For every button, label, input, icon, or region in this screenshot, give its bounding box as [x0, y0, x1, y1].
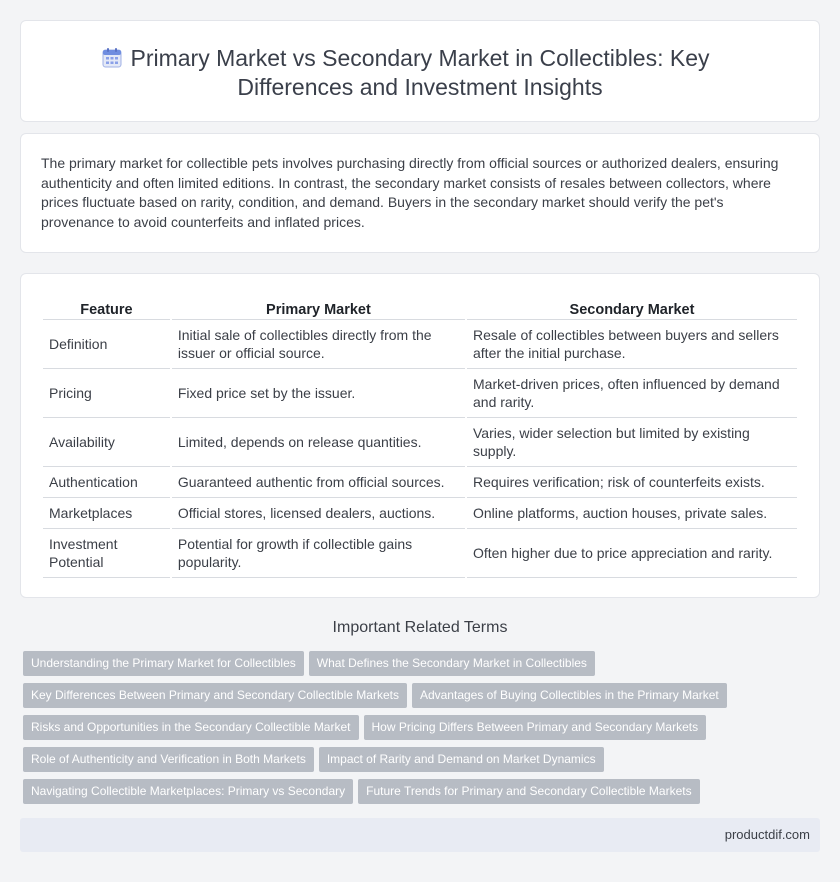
table-row	[43, 418, 797, 467]
header-feature: Feature	[43, 296, 170, 320]
table-cell: Often higher due to price appreciation and rarity.	[467, 529, 797, 578]
related-term-tag[interactable]: What Defines the Secondary Market in Collectibles	[309, 651, 595, 676]
header-primary-market: Primary Market	[172, 296, 465, 320]
comparison-card	[20, 273, 820, 598]
table-row	[43, 369, 797, 418]
related-terms-heading: Important Related Terms	[332, 619, 508, 636]
related-term-tag[interactable]: Impact of Rarity and Demand on Market Dynamics	[319, 747, 604, 772]
header-card	[20, 20, 820, 122]
table-row	[43, 498, 797, 529]
table-cell: Authentication	[43, 467, 170, 498]
table-row	[43, 320, 797, 369]
table-header-row	[43, 296, 797, 320]
related-term-tag[interactable]: Future Trends for Primary and Secondary Collectible Markets	[358, 779, 699, 804]
intro-paragraph: The primary market for collectible pets involves purchasing directly from official sources or authorized dealers, ensuring authenticity and often limited editions. In contrast, the secondary market consists of resales between collectors, where prices fluctuate based on rarity, condition, and demand. Buyers in the secondary market should verify the pet's provenance to avoid counterfeits and inflated prices.	[41, 155, 779, 230]
table-row	[43, 467, 797, 498]
related-term-tag[interactable]: Risks and Opportunities in the Secondary Collectible Market	[23, 715, 359, 740]
table-cell: Pricing	[43, 369, 170, 418]
table-cell: Limited, depends on release quantities.	[172, 418, 465, 467]
table-cell: Resale of collectibles between buyers and sellers after the initial purchase.	[467, 320, 797, 369]
intro-card	[20, 133, 820, 253]
table-cell: Definition	[43, 320, 170, 369]
table-cell: Initial sale of collectibles directly from the issuer or official source.	[172, 320, 465, 369]
table-cell: Investment Potential	[43, 529, 170, 578]
table-cell: Fixed price set by the issuer.	[172, 369, 465, 418]
related-term-tag[interactable]: Role of Authenticity and Verification in Both Markets	[23, 747, 314, 772]
footer	[20, 818, 820, 852]
table-cell: Market-driven prices, often influenced by demand and rarity.	[467, 369, 797, 418]
table-cell: Online platforms, auction houses, private sales.	[467, 498, 797, 529]
related-terms-list	[23, 651, 783, 811]
comparison-table	[41, 296, 799, 578]
related-term-tag[interactable]: How Pricing Differs Between Primary and Secondary Markets	[364, 715, 707, 740]
table-cell: Potential for growth if collectible gains popularity.	[172, 529, 465, 578]
header-secondary-market: Secondary Market	[467, 296, 797, 320]
page-title: Primary Market vs Secondary Market in Collectibles: Key Differences and Investment Insights	[130, 45, 710, 100]
related-term-tag[interactable]: Key Differences Between Primary and Secondary Collectible Markets	[23, 683, 407, 708]
table-row	[43, 529, 797, 578]
table-cell: Guaranteed authentic from official sources.	[172, 467, 465, 498]
table-cell: Availability	[43, 418, 170, 467]
related-term-tag[interactable]: Advantages of Buying Collectibles in the Primary Market	[412, 683, 727, 708]
table-cell: Marketplaces	[43, 498, 170, 529]
table-cell: Official stores, licensed dealers, auctions.	[172, 498, 465, 529]
table-cell: Requires verification; risk of counterfeits exists.	[467, 467, 797, 498]
related-term-tag[interactable]: Understanding the Primary Market for Collectibles	[23, 651, 304, 676]
table-cell: Varies, wider selection but limited by existing supply.	[467, 418, 797, 467]
footer-site-link[interactable]: productdif.com	[724, 827, 810, 842]
related-term-tag[interactable]: Navigating Collectible Marketplaces: Primary vs Secondary	[23, 779, 353, 804]
